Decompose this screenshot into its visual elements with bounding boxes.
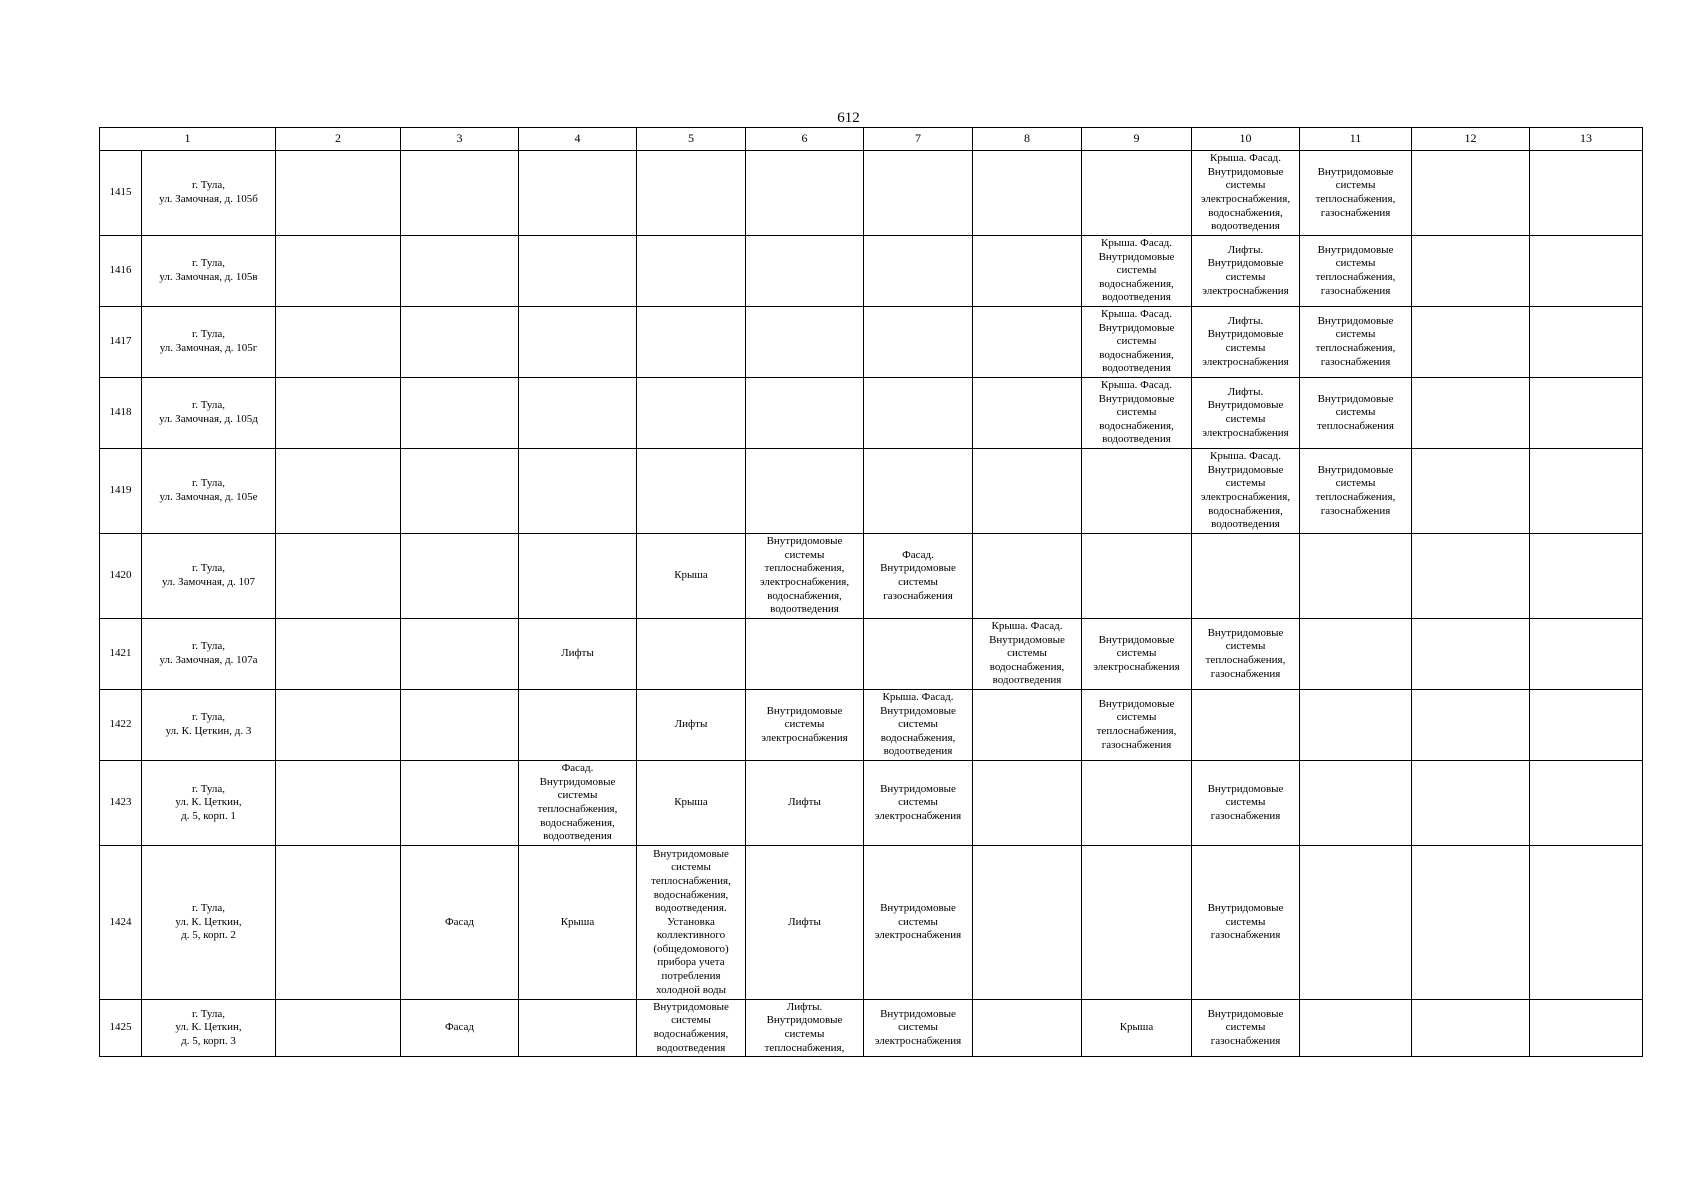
- work-cell-col-5: [637, 236, 746, 307]
- work-cell-col-3: [401, 761, 519, 846]
- work-cell-col-11: Внутридомовые системы теплоснабжения, газоснабжения: [1300, 236, 1412, 307]
- work-cell-col-9: Крыша. Фасад. Внутридомовые системы водоснабжения, водоотведения: [1082, 307, 1192, 378]
- work-cell-col-9: Крыша. Фасад. Внутридомовые системы водоснабжения, водоотведения: [1082, 378, 1192, 449]
- work-cell-col-12: [1412, 619, 1530, 690]
- work-cell-col-7: Внутридомовые системы электроснабжения: [864, 761, 973, 846]
- work-cell-col-2: [276, 690, 401, 761]
- work-cell-col-8: [973, 534, 1082, 619]
- work-cell-col-11: Внутридомовые системы теплоснабжения, газоснабжения: [1300, 307, 1412, 378]
- work-cell-col-9: Внутридомовые системы электроснабжения: [1082, 619, 1192, 690]
- work-cell-col-12: [1412, 378, 1530, 449]
- address-cell: г. Тула, ул. Замочная, д. 107а: [142, 619, 276, 690]
- column-header-6: 6: [746, 128, 864, 151]
- work-cell-col-6: Внутридомовые системы теплоснабжения, электроснабжения, водоснабжения, водоотведения: [746, 534, 864, 619]
- work-cell-col-3: Фасад: [401, 1000, 519, 1057]
- work-cell-col-10: Внутридомовые системы газоснабжения: [1192, 761, 1300, 846]
- work-cell-col-8: [973, 449, 1082, 534]
- work-cell-col-5: Крыша: [637, 761, 746, 846]
- work-cell-col-2: [276, 307, 401, 378]
- work-cell-col-8: [973, 846, 1082, 1000]
- work-cell-col-2: [276, 761, 401, 846]
- work-cell-col-2: [276, 846, 401, 1000]
- address-cell: г. Тула, ул. К. Цеткин, д. 5, корп. 3: [142, 1000, 276, 1057]
- work-cell-col-2: [276, 151, 401, 236]
- column-header-12: 12: [1412, 128, 1530, 151]
- work-cell-col-5: [637, 151, 746, 236]
- work-cell-col-12: [1412, 151, 1530, 236]
- work-cell-col-5: Крыша: [637, 534, 746, 619]
- address-cell: г. Тула, ул. Замочная, д. 105б: [142, 151, 276, 236]
- work-cell-col-11: [1300, 690, 1412, 761]
- work-cell-col-9: [1082, 151, 1192, 236]
- work-cell-col-11: Внутридомовые системы теплоснабжения: [1300, 378, 1412, 449]
- work-cell-col-10: [1192, 534, 1300, 619]
- row-number: 1421: [100, 619, 142, 690]
- work-cell-col-3: [401, 378, 519, 449]
- column-header-8: 8: [973, 128, 1082, 151]
- work-cell-col-6: [746, 236, 864, 307]
- work-cell-col-12: [1412, 1000, 1530, 1057]
- work-cell-col-13: [1530, 690, 1643, 761]
- page-number: 612: [837, 110, 860, 126]
- work-cell-col-3: Фасад: [401, 846, 519, 1000]
- work-cell-col-10: Внутридомовые системы газоснабжения: [1192, 1000, 1300, 1057]
- repair-schedule-table: [99, 127, 1643, 1057]
- work-cell-col-3: [401, 307, 519, 378]
- table-row: [100, 151, 1643, 236]
- work-cell-col-13: [1530, 449, 1643, 534]
- row-number: 1422: [100, 690, 142, 761]
- work-cell-col-4: Фасад. Внутридомовые системы теплоснабжения, водоснабжения, водоотведения: [519, 761, 637, 846]
- table-row: [100, 307, 1643, 378]
- work-cell-col-11: [1300, 619, 1412, 690]
- work-cell-col-7: [864, 307, 973, 378]
- address-cell: г. Тула, ул. Замочная, д. 105в: [142, 236, 276, 307]
- column-header-2: 2: [276, 128, 401, 151]
- table-row: [100, 449, 1643, 534]
- work-cell-col-5: [637, 378, 746, 449]
- work-cell-col-13: [1530, 1000, 1643, 1057]
- work-cell-col-13: [1530, 307, 1643, 378]
- work-cell-col-3: [401, 236, 519, 307]
- column-header-5: 5: [637, 128, 746, 151]
- address-cell: г. Тула, ул. Замочная, д. 107: [142, 534, 276, 619]
- work-cell-col-7: Крыша. Фасад. Внутридомовые системы водоснабжения, водоотведения: [864, 690, 973, 761]
- row-number: 1423: [100, 761, 142, 846]
- work-cell-col-11: [1300, 1000, 1412, 1057]
- column-header-10: 10: [1192, 128, 1300, 151]
- work-cell-col-6: [746, 151, 864, 236]
- column-header-7: 7: [864, 128, 973, 151]
- address-cell: г. Тула, ул. Замочная, д. 105е: [142, 449, 276, 534]
- table-row: [100, 236, 1643, 307]
- work-cell-col-8: [973, 761, 1082, 846]
- work-cell-col-9: [1082, 534, 1192, 619]
- work-cell-col-6: Внутридомовые системы электроснабжения: [746, 690, 864, 761]
- work-cell-col-12: [1412, 690, 1530, 761]
- address-cell: г. Тула, ул. Замочная, д. 105г: [142, 307, 276, 378]
- work-cell-col-3: [401, 534, 519, 619]
- work-cell-col-2: [276, 449, 401, 534]
- table-row: [100, 690, 1643, 761]
- work-cell-col-5: [637, 449, 746, 534]
- column-header-13: 13: [1530, 128, 1643, 151]
- work-cell-col-3: [401, 619, 519, 690]
- work-cell-col-4: [519, 236, 637, 307]
- row-number: 1424: [100, 846, 142, 1000]
- work-cell-col-9: Внутридомовые системы теплоснабжения, газоснабжения: [1082, 690, 1192, 761]
- column-header-9: 9: [1082, 128, 1192, 151]
- work-cell-col-4: [519, 307, 637, 378]
- work-cell-col-6: [746, 449, 864, 534]
- table-row: [100, 1000, 1643, 1057]
- row-number: 1417: [100, 307, 142, 378]
- work-cell-col-12: [1412, 307, 1530, 378]
- work-cell-col-4: Крыша: [519, 846, 637, 1000]
- work-cell-col-13: [1530, 378, 1643, 449]
- work-cell-col-13: [1530, 534, 1643, 619]
- work-cell-col-4: [519, 378, 637, 449]
- work-cell-col-5: [637, 619, 746, 690]
- work-cell-col-7: [864, 236, 973, 307]
- work-cell-col-8: [973, 151, 1082, 236]
- table-row: [100, 761, 1643, 846]
- work-cell-col-5: Внутридомовые системы водоснабжения, водоотведения: [637, 1000, 746, 1057]
- work-cell-col-13: [1530, 151, 1643, 236]
- column-number-row: [100, 128, 1643, 151]
- work-cell-col-6: Лифты. Внутридомовые системы теплоснабжения,: [746, 1000, 864, 1057]
- work-cell-col-12: [1412, 846, 1530, 1000]
- work-cell-col-4: [519, 1000, 637, 1057]
- work-cell-col-11: [1300, 534, 1412, 619]
- work-cell-col-11: Внутридомовые системы теплоснабжения, газоснабжения: [1300, 449, 1412, 534]
- work-cell-col-10: Крыша. Фасад. Внутридомовые системы электроснабжения, водоснабжения, водоотведения: [1192, 151, 1300, 236]
- work-cell-col-7: Внутридомовые системы электроснабжения: [864, 1000, 973, 1057]
- work-cell-col-2: [276, 534, 401, 619]
- work-cell-col-7: Фасад. Внутридомовые системы газоснабжения: [864, 534, 973, 619]
- work-cell-col-11: [1300, 761, 1412, 846]
- work-cell-col-9: Крыша. Фасад. Внутридомовые системы водоснабжения, водоотведения: [1082, 236, 1192, 307]
- address-cell: г. Тула, ул. К. Цеткин, д. 3: [142, 690, 276, 761]
- work-cell-col-3: [401, 690, 519, 761]
- work-cell-col-4: Лифты: [519, 619, 637, 690]
- work-cell-col-2: [276, 619, 401, 690]
- work-cell-col-6: Лифты: [746, 761, 864, 846]
- row-number: 1419: [100, 449, 142, 534]
- work-cell-col-4: [519, 534, 637, 619]
- work-cell-col-8: [973, 307, 1082, 378]
- column-header-11: 11: [1300, 128, 1412, 151]
- work-cell-col-7: [864, 449, 973, 534]
- work-cell-col-13: [1530, 761, 1643, 846]
- row-number: 1415: [100, 151, 142, 236]
- work-cell-col-13: [1530, 619, 1643, 690]
- work-cell-col-8: Крыша. Фасад. Внутридомовые системы водоснабжения, водоотведения: [973, 619, 1082, 690]
- work-cell-col-3: [401, 151, 519, 236]
- work-cell-col-4: [519, 151, 637, 236]
- work-cell-col-6: [746, 619, 864, 690]
- work-cell-col-4: [519, 690, 637, 761]
- work-cell-col-12: [1412, 761, 1530, 846]
- table-row: [100, 378, 1643, 449]
- column-header-1: 1: [100, 128, 276, 151]
- row-number: 1418: [100, 378, 142, 449]
- table-row: [100, 619, 1643, 690]
- work-cell-col-10: Лифты. Внутридомовые системы электроснабжения: [1192, 236, 1300, 307]
- work-cell-col-12: [1412, 534, 1530, 619]
- work-cell-col-2: [276, 236, 401, 307]
- work-cell-col-10: Внутридомовые системы газоснабжения: [1192, 846, 1300, 1000]
- work-cell-col-10: Внутридомовые системы теплоснабжения, газоснабжения: [1192, 619, 1300, 690]
- work-cell-col-8: [973, 236, 1082, 307]
- work-cell-col-7: [864, 619, 973, 690]
- column-header-3: 3: [401, 128, 519, 151]
- work-cell-col-3: [401, 449, 519, 534]
- work-cell-col-5: Лифты: [637, 690, 746, 761]
- table-body: [100, 128, 1643, 1057]
- work-cell-col-11: Внутридомовые системы теплоснабжения, газоснабжения: [1300, 151, 1412, 236]
- work-cell-col-13: [1530, 846, 1643, 1000]
- work-cell-col-7: [864, 378, 973, 449]
- address-cell: г. Тула, ул. К. Цеткин, д. 5, корп. 1: [142, 761, 276, 846]
- work-cell-col-8: [973, 378, 1082, 449]
- work-cell-col-12: [1412, 236, 1530, 307]
- address-cell: г. Тула, ул. К. Цеткин, д. 5, корп. 2: [142, 846, 276, 1000]
- work-cell-col-6: [746, 307, 864, 378]
- work-cell-col-6: [746, 378, 864, 449]
- column-header-4: 4: [519, 128, 637, 151]
- work-cell-col-12: [1412, 449, 1530, 534]
- work-cell-col-10: Лифты. Внутридомовые системы электроснабжения: [1192, 378, 1300, 449]
- table-row: [100, 846, 1643, 1000]
- work-cell-col-10: Крыша. Фасад. Внутридомовые системы электроснабжения, водоснабжения, водоотведения: [1192, 449, 1300, 534]
- work-cell-col-9: [1082, 846, 1192, 1000]
- work-cell-col-9: [1082, 761, 1192, 846]
- table-row: [100, 534, 1643, 619]
- work-cell-col-13: [1530, 236, 1643, 307]
- row-number: 1425: [100, 1000, 142, 1057]
- work-cell-col-5: Внутридомовые системы теплоснабжения, водоснабжения, водоотведения. Установка коллективного (общедомового) прибора учета потребления холодной воды: [637, 846, 746, 1000]
- work-cell-col-8: [973, 690, 1082, 761]
- work-cell-col-10: [1192, 690, 1300, 761]
- row-number: 1420: [100, 534, 142, 619]
- work-cell-col-9: [1082, 449, 1192, 534]
- address-cell: г. Тула, ул. Замочная, д. 105д: [142, 378, 276, 449]
- work-cell-col-8: [973, 1000, 1082, 1057]
- row-number: 1416: [100, 236, 142, 307]
- work-cell-col-7: Внутридомовые системы электроснабжения: [864, 846, 973, 1000]
- work-cell-col-9: Крыша: [1082, 1000, 1192, 1057]
- work-cell-col-11: [1300, 846, 1412, 1000]
- work-cell-col-5: [637, 307, 746, 378]
- work-cell-col-2: [276, 378, 401, 449]
- work-cell-col-7: [864, 151, 973, 236]
- work-cell-col-6: Лифты: [746, 846, 864, 1000]
- work-cell-col-10: Лифты. Внутридомовые системы электроснабжения: [1192, 307, 1300, 378]
- work-cell-col-2: [276, 1000, 401, 1057]
- work-cell-col-4: [519, 449, 637, 534]
